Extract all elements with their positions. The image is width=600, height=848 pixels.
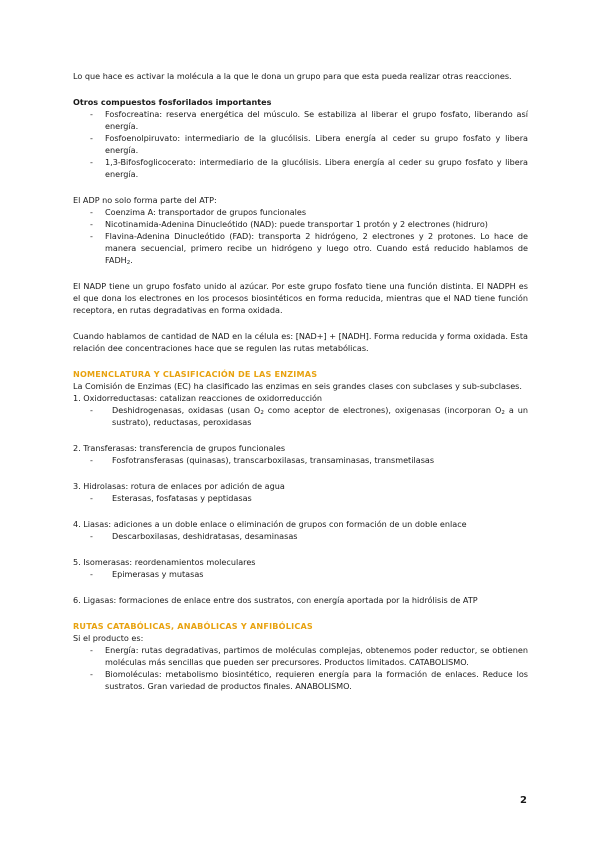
- class-5-title: 5. Isomerasas: reordenamientos moleculares: [73, 557, 256, 567]
- rutas-list: [73, 644, 528, 692]
- list-item: - Fosfotransferasas (quinasas), transcarboxilasas, transaminasas, transmetilasas: [73, 454, 528, 466]
- list-item: - Esterasas, fosfatasas y peptidasas: [73, 492, 528, 504]
- adp-list: [73, 206, 528, 266]
- fosforilados-heading: Otros compuestos fosforilados importantes: [73, 97, 272, 107]
- list-item: - Fosfocreatina: reserva energética del músculo. Se estabiliza al liberar el grupo fosfato, liberando así energía.: [73, 108, 528, 132]
- page-number: 2: [520, 795, 527, 806]
- list-item: - Epimerasas y mutasas: [73, 568, 528, 580]
- fadh-subscript: 2: [126, 260, 131, 266]
- list-item: - Descarboxilasas, deshidratasas, desaminasas: [73, 530, 528, 542]
- class-1-examples: [73, 404, 528, 428]
- nadp-paragraph: El NADP tiene un grupo fosfato unido al azúcar. Por este grupo fosfato tiene una función distinta. El NADPH es el que dona los electrones en los procesos biosintéticos en forma reducida, mientras que el NAD tiene función receptora, en rutas degradativas en forma oxidada.: [73, 281, 528, 315]
- adp-heading: El ADP no solo forma parte del ATP:: [73, 195, 217, 205]
- document-page: [73, 70, 528, 692]
- list-item: - Energía: rutas degradativas, partimos de moléculas complejas, obtenemos poder reductor, se obtienen moléculas más sencillas que pueden ser precursores. Productos limitados. CATABOLISMO.: [73, 644, 528, 668]
- o2-subscript: 2: [501, 410, 505, 416]
- class-4-examples: [73, 530, 528, 542]
- class-1-title: 1. Oxidorreductasas: catalizan reacciones de oxidorreducción: [73, 393, 323, 403]
- example-part: a un sustrato), reductasas, peroxidasas: [112, 405, 529, 427]
- rutas-intro: Si el producto es:: [73, 633, 144, 643]
- list-item: - Coenzima A: transportador de grupos funcionales: [73, 206, 528, 218]
- class-2-title: 2. Transferasas: transferencia de grupos funcionales: [73, 443, 286, 453]
- class-6-title: 6. Ligasas: formaciones de enlace entre dos sustratos, con energía aportada por la hidrólisis de ATP: [73, 595, 478, 605]
- class-5-examples: [73, 568, 528, 580]
- intro-paragraph: Lo que hace es activar la molécula a la que le dona un grupo para que esta pueda realizar otras reacciones.: [73, 71, 512, 81]
- list-item: [73, 404, 528, 428]
- o2-subscript: 2: [260, 410, 264, 416]
- list-item: - 1,3-Bifosfoglicocerato: intermediario de la glucólisis. Libera energía al ceder su grupo fosfato y libera energía.: [73, 156, 528, 180]
- class-4-title: 4. Liasas: adiciones a un doble enlace o eliminación de grupos con formación de un doble enlace: [73, 519, 467, 529]
- fad-tail: .: [130, 255, 133, 265]
- list-item: - Nicotinamida-Adenina Dinucleótido (NAD): puede transportar 1 protón y 2 electrones (hidruro): [73, 218, 528, 230]
- fad-text: Flavina-Adenina Dinucleótido (FAD): transporta 2 hidrógeno, 2 electrones y 2 protones. Lo hace de manera secuencial, primero recibe un hidrógeno y luego otro. Cuando está reducido hablamos de FADH: [105, 231, 528, 265]
- nomenclatura-intro: La Comisión de Enzimas (EC) ha clasificado las enzimas en seis grandes clases con subclases y sub-subclases.: [73, 381, 522, 391]
- list-item: - Fosfoenolpiruvato: intermediario de la glucólisis. Libera energía al ceder su grupo fosfato y libera energía.: [73, 132, 528, 156]
- class-3-title: 3. Hidrolasas: rotura de enlaces por adición de agua: [73, 481, 285, 491]
- class-3-examples: [73, 492, 528, 504]
- example-part: como aceptor de electrones), oxigenasas (incorporan O: [263, 405, 502, 415]
- example-part: Deshidrogenasas, oxidasas (usan O: [112, 405, 261, 415]
- class-2-examples: [73, 454, 528, 466]
- list-item: - Biomoléculas: metabolismo biosintético, requieren energía para la formación de enlaces. Reduce los sustratos. Gran variedad de productos finales. ANABOLISMO.: [73, 668, 528, 692]
- list-item: [73, 230, 528, 266]
- nomenclatura-heading: NOMENCLATURA Y CLASIFICACIÓN DE LAS ENZIMAS: [73, 369, 318, 379]
- nad-paragraph: Cuando hablamos de cantidad de NAD en la célula es: [NAD+] + [NADH]. Forma reducida y forma oxidada. Esta relación dee concentraciones hace que se regulen las rutas metabólicas.: [73, 331, 528, 353]
- fosforilados-list: [73, 108, 528, 180]
- rutas-heading: RUTAS CATABÓLICAS, ANABÓLICAS Y ANFIBÓLICAS: [73, 621, 313, 631]
